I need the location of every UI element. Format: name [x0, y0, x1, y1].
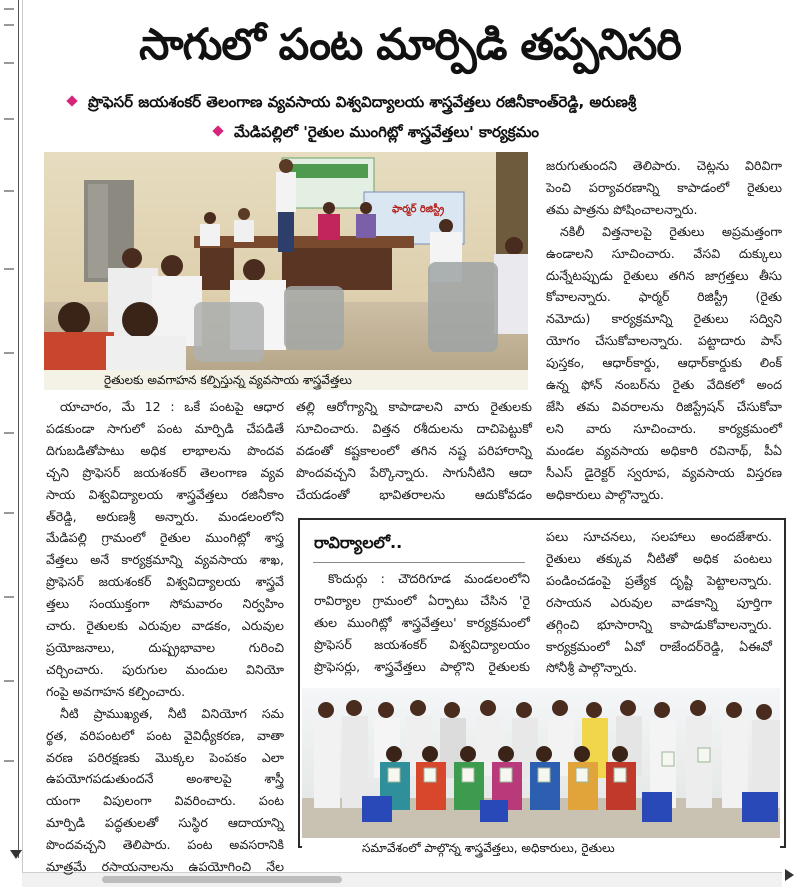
text-line: పలు సూచనలు, సలహాలు అందజేశారు. [546, 529, 772, 544]
margin-mark [4, 8, 14, 10]
article-left-column [46, 396, 284, 878]
text-line: సోనీశ్రీ పాల్గొన్నారు. [546, 660, 638, 676]
text-line: వడంతో కష్టకాలంలో తగిన నష్ట పరిహారాన్ని [296, 442, 532, 458]
text-line: పొందవచ్చని పేర్కొన్నారు. సాగునీటిని ఆదా [296, 464, 532, 480]
box-title-divider [313, 562, 525, 563]
text-line: కొందుర్గు : చౌదరిగూడ మండలంలోని [328, 571, 530, 586]
margin-mark [4, 512, 14, 514]
text-line: గంపై అవగాహన కల్పించారు. [46, 683, 186, 699]
text-line: రావిర్యాల గ్రామంలో ఏర్పాటు చేసిన 'రై [314, 592, 530, 608]
text-line: తల్లి ఆరోగ్యాన్ని కాపాడాలని వారు రైతులకు [296, 399, 532, 414]
text-line: పెంచి పర్యావరణాన్ని కాపాడంలో రైతులు [546, 179, 782, 195]
scroll-track[interactable] [18, 0, 19, 858]
text-line: పడకుండా సాగులో పంట మార్పిడి చేపడితే [46, 420, 284, 436]
subhead-1 [68, 93, 788, 113]
page-margin-strip [0, 0, 23, 886]
text-line: జరుగుతుందని తెలిపారు. చెట్లను విరివిగా [546, 158, 782, 173]
text-line: ప్రొఫెసర్ జయశంకర్ విశ్వవిద్యాలయ శాస్త్రవే [46, 574, 284, 590]
text-line: మేడిపల్లి గ్రామంలో రైతుల ముంగిట్లో శాస్త్ర [46, 530, 284, 546]
group-photo-image [302, 688, 780, 838]
text-line: త్‌రెడ్డి, అరుణశ్రీ అన్నారు. మండలంలోని [46, 508, 284, 524]
text-line: తగ్గించి భూసారాన్ని కాపాడుకోవాలన్నారు. [546, 616, 772, 632]
margin-mark [4, 432, 14, 434]
headline: సాగులో పంట మార్పిడి తప్పనిసరి [139, 20, 681, 70]
subhead-1-text: ప్రొఫెసర్ జయశంకర్ తెలంగాణ వ్యవసాయ విశ్వవిద్యాలయ శాస్త్రవేత్తలు రజినీకాంత్‌రెడ్డి, అరుణశ్రీ [88, 93, 637, 111]
text-line: చర్చించారు. పురుగుల మందుల వినియో [46, 661, 284, 677]
text-line: పండించడంపై ప్రత్యేక దృష్టి పెట్టాలన్నారు. [546, 572, 772, 588]
text-line: చ్చని ప్రొఫెసర్ జయశంకర్ తెలంగాణ వ్యవ [46, 464, 284, 480]
photo-group [302, 688, 780, 838]
text-line: చారు. రైతులకు ఎరువుల వాడకం, ఎరువుల [46, 618, 284, 634]
scroll-right-arrow-icon[interactable] [785, 869, 794, 881]
bullet-diamond-icon [212, 125, 223, 136]
text-line: సాయ విశ్వవిద్యాలయ శాస్త్రవేత్తలు రజినీకాం [46, 486, 284, 502]
text-line: నకిలీ విత్తనాలపై రైతులు అప్రమత్తంగా [560, 223, 782, 239]
box-left-column [314, 568, 530, 678]
margin-mark [4, 760, 14, 762]
text-line: పొందవచ్చని తెలిపారు. పంట అవసరానికి [46, 837, 284, 853]
text-line: మండల వ్యవసాయ అధికారి రవినాథ్, పీఏ [546, 442, 782, 458]
text-line: సీఎస్ డైరెక్టర్ స్వరూప, వ్యవసాయ విస్తరణ [546, 464, 782, 480]
article-middle-column [296, 396, 532, 506]
photo-meeting [44, 152, 528, 370]
text-line: రసాయన ఎరువుల వాడకాన్ని పూర్తిగా [546, 594, 772, 610]
margin-mark [4, 352, 14, 354]
banner-text: ఫార్మర్ రిజిస్ట్రీ [392, 204, 445, 215]
margin-mark [4, 118, 14, 120]
text-line: త్తలు సంయుక్తంగా సోమవారం నిర్వహిం [46, 596, 284, 612]
text-line: పుస్తకం, ఆధార్‌కార్డు, ఆధార్‌కార్డుకు లింక్ [546, 355, 782, 371]
margin-mark [4, 680, 14, 682]
margin-mark [4, 190, 14, 192]
text-line: రైతులు తక్కువ నీటితో అధిక పంటలు [546, 550, 772, 566]
text-line: ప్రయోజనాలు, దుష్ప్రభావాల గురించి [46, 639, 284, 655]
text-line: కార్యక్రమంలో ఏవో రాజేందర్‌రెడ్డి, ఏఈవో [546, 638, 772, 654]
margin-mark [4, 268, 14, 270]
margin-mark [4, 62, 14, 64]
text-line: మాత్రమే రసాయనాలను ఉపయోగించి నేల [46, 859, 284, 875]
text-line: నీటి ప్రాముఖ్యత, నీటి వినియోగ సమ [60, 705, 284, 721]
text-line: ఉన్న ఫోన్ నంబర్‌ను రైతు వేదికలో అంద [546, 377, 782, 393]
meeting-photo-image [44, 152, 528, 370]
bullet-diamond-icon [66, 95, 77, 106]
box-right-column [546, 526, 772, 679]
text-line: యాచారం, మే 12 : ఒకే పంటపై ఆధార [60, 399, 284, 414]
text-line: దిగుబడితోపాటు అధిక లాభాలను పొందవ [46, 442, 284, 458]
text-line: ఉపయోగపడుతుందనే అంశాలపై శాస్త్రీ [46, 771, 284, 787]
text-line: నమోదు) కార్యక్రమాన్ని రైతులు సద్విని [546, 311, 782, 327]
text-line: జేసి తమ వివరాలను రిజిస్ట్రేషన్ చేసుకోవా [546, 398, 782, 414]
scroll-down-arrow-icon[interactable] [10, 850, 22, 859]
margin-mark [4, 24, 14, 26]
text-line: యోగం చేసుకోవాలన్నారు. పట్టాదారు పాస్ [546, 333, 782, 349]
text-line: వేత్తలు అనే కార్యక్రమాన్ని వ్యవసాయ శాఖ, [46, 552, 284, 568]
subhead-2-text: మేడిపల్లిలో 'రైతుల ముంగిట్లో శాస్త్రవేత్తలు' కార్యక్రమం [234, 123, 540, 141]
text-line: లని వారు సూచించారు. కార్యక్రమంలో [546, 420, 782, 436]
text-line: ప్రొఫెసర్ జయశంకర్ విశ్వవిద్యాలయం [314, 636, 530, 652]
text-line: ర్థత, వరిపంటలో పంట వైవిధ్యీకరణ, వాతా [46, 727, 284, 743]
text-line: సూచించారు. విత్తన రశీదులను దాచిపెట్టుకో [296, 420, 532, 436]
text-line: తమ పాత్రను పోషించాలన్నారు. [546, 201, 698, 217]
text-line: ప్రొఫెసర్లు, శాస్త్రవేత్తలు పాల్గొని రైతులకు [314, 658, 530, 674]
text-line: అధికారులు పాల్గొన్నారు. [546, 486, 664, 502]
text-line: చేయడంతో భావితరాలను ఆదుకోవడం [296, 486, 532, 502]
text-line: ఉండాలని సూచించారు. వేసవి దుక్కులు [546, 245, 782, 261]
article-right-column [546, 155, 782, 506]
text-line: వరణ పరిరక్షణకు మొక్కల పెంపకం ఎలా [46, 749, 284, 765]
text-line: మార్పిడి పద్ధతులతో సుస్థిర ఆదాయాన్ని [46, 815, 284, 831]
margin-mark [4, 596, 14, 598]
subhead-2 [214, 123, 784, 143]
photo1-caption: రైతులకు అవగాహన కల్పిస్తున్న వ్యవసాయ శాస్త్రవేత్తలు [44, 370, 528, 390]
text-line: యంగా విపులంగా వివరించారు. పంట [46, 793, 284, 809]
photo2-caption: సమావేశంలో పాల్గొన్న శాస్త్రవేత్తలు, అధికారులు, రైతులు [302, 838, 780, 858]
box-title: రావిర్యాలలో.. [314, 533, 403, 552]
text-line: దున్నేటప్పుడు రైతులు తగిన జాగ్రత్తలు తీసు [546, 267, 782, 283]
text-line: తుల ముంగిట్లో శాస్త్రవేత్తలు' కార్యక్రమంలో [314, 614, 530, 630]
text-line: కోవాలన్నారు. ఫార్మర్ రిజిస్ట్రీ (రైతు [546, 289, 782, 305]
